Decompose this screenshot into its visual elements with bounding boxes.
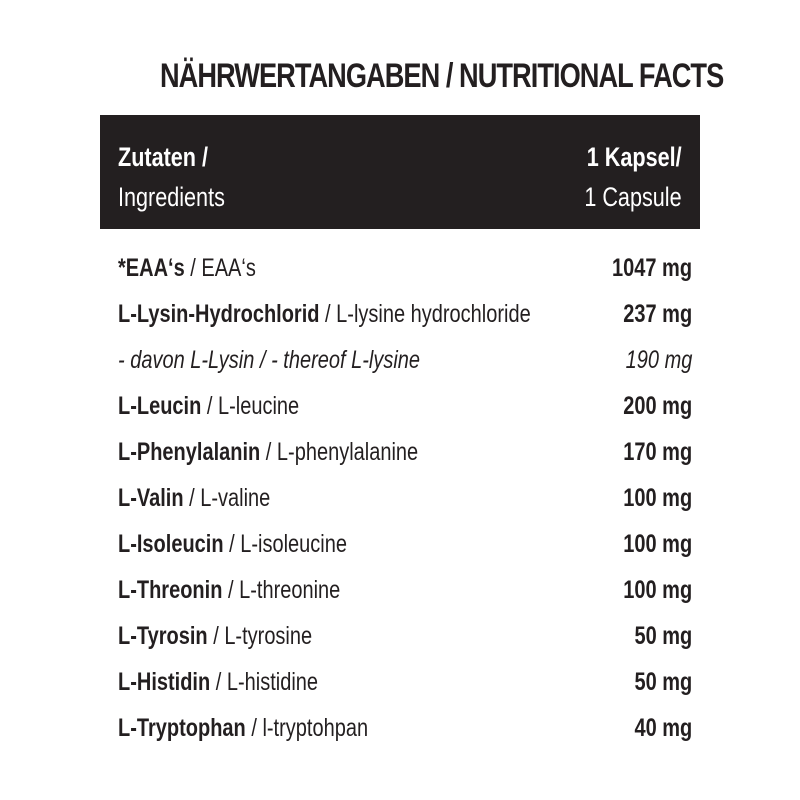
ingredient-amount: 50 mg <box>634 668 692 696</box>
page-title: NÄHRWERTANGABEN / NUTRITIONAL FACTS <box>160 57 724 95</box>
ingredient-amount: 100 mg <box>623 484 692 512</box>
ingredient-amount: 50 mg <box>634 622 692 650</box>
ingredient-amount: 100 mg <box>623 530 692 558</box>
header-capsule-de: 1 Kapsel/ <box>587 142 682 172</box>
ingredient-name: L-Isoleucin / L-isoleucine <box>118 530 347 558</box>
ingredient-name: *EAA‘s / EAA‘s <box>118 254 256 282</box>
table-row <box>100 708 700 754</box>
ingredient-name: L-Leucin / L-leucine <box>118 392 300 420</box>
header-ingredients-en: Ingredients <box>118 182 225 212</box>
table-row <box>100 478 700 524</box>
ingredient-amount: 40 mg <box>634 714 692 742</box>
ingredient-name: - davon L-Lysin / - thereof L-lysine <box>118 346 421 374</box>
table-header <box>100 115 700 229</box>
ingredient-amount: 170 mg <box>623 438 692 466</box>
ingredient-amount: 100 mg <box>623 576 692 604</box>
table-row <box>100 294 700 340</box>
table-row-sub <box>100 340 700 386</box>
table-row <box>100 662 700 708</box>
ingredient-name: L-Tryptophan / l-tryptohpan <box>118 714 369 742</box>
ingredient-amount: 190 mg <box>625 346 692 374</box>
table-row <box>100 248 700 294</box>
ingredient-name: L-Valin / L-valine <box>118 484 271 512</box>
header-ingredients <box>118 137 225 217</box>
ingredient-name: L-Lysin-Hydrochlorid / L-lysine hydrochloride <box>118 300 531 328</box>
ingredient-amount: 200 mg <box>623 392 692 420</box>
table-row <box>100 432 700 478</box>
ingredient-name: L-Histidin / L-histidine <box>118 668 319 696</box>
header-per-capsule <box>585 137 682 217</box>
table-row <box>100 616 700 662</box>
ingredient-name: L-Threonin / L-threonine <box>118 576 341 604</box>
nutrition-table-body <box>100 248 700 754</box>
header-capsule-en: 1 Capsule <box>584 182 682 212</box>
header-ingredients-de: Zutaten / <box>118 142 208 172</box>
table-row <box>100 524 700 570</box>
ingredient-name: L-Tyrosin / L-tyrosine <box>118 622 313 650</box>
ingredient-amount: 237 mg <box>623 300 692 328</box>
table-row <box>100 386 700 432</box>
ingredient-amount: 1047 mg <box>611 254 692 282</box>
ingredient-name: L-Phenylalanin / L-phenylalanine <box>118 438 419 466</box>
table-row <box>100 570 700 616</box>
